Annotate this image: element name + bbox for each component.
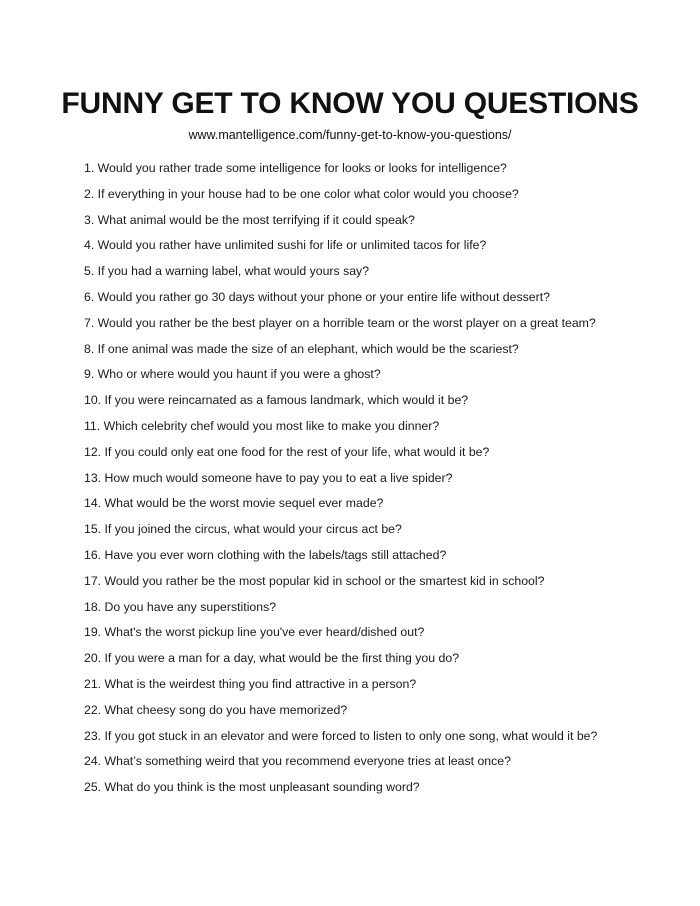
question-item: 12. If you could only eat one food for the rest of your life, what would it be?	[84, 444, 490, 459]
question-item: 19. What's the worst pickup line you've ever heard/dished out?	[84, 625, 425, 640]
question-item: 4. Would you rather have unlimited sushi for life or unlimited tacos for life?	[84, 238, 487, 253]
question-item: 2. If everything in your house had to be one color what color would you choose?	[84, 186, 519, 201]
question-item: 18. Do you have any superstitions?	[84, 599, 277, 614]
question-item: 20. If you were a man for a day, what would be the first thing you do?	[84, 651, 460, 666]
question-item: 7. Would you rather be the best player on a horrible team or the worst player on a great team?	[84, 315, 596, 330]
question-item: 15. If you joined the circus, what would your circus act be?	[84, 522, 402, 537]
question-item: 9. Who or where would you haunt if you were a ghost?	[84, 367, 381, 382]
question-list	[84, 160, 684, 805]
question-item: 24. What’s something weird that you recommend everyone tries at least once?	[84, 754, 511, 769]
question-item: 11. Which celebrity chef would you most like to make you dinner?	[84, 418, 440, 433]
question-item: 5. If you had a warning label, what would yours say?	[84, 264, 370, 279]
question-item: 17. Would you rather be the most popular kid in school or the smartest kid in school?	[84, 573, 545, 588]
question-item: 1. Would you rather trade some intelligence for looks or looks for intelligence?	[84, 161, 507, 175]
question-item: 25. What do you think is the most unpleasant sounding word?	[84, 780, 420, 795]
question-item: 3. What animal would be the most terrifying if it could speak?	[84, 212, 415, 227]
question-item: 21. What is the weirdest thing you find attractive in a person?	[84, 676, 417, 691]
question-item: 22. What cheesy song do you have memorized?	[84, 702, 348, 717]
question-item: 14. What would be the worst movie sequel ever made?	[84, 496, 384, 511]
question-item: 10. If you were reincarnated as a famous landmark, which would it be?	[84, 393, 469, 408]
source-url: www.mantelligence.com/funny-get-to-know-you-questions/	[188, 128, 512, 142]
question-item: 16. Have you ever worn clothing with the labels/tags still attached?	[84, 547, 447, 562]
question-item: 6. Would you rather go 30 days without your phone or your entire life without dessert?	[84, 289, 550, 304]
page-title: FUNNY GET TO KNOW YOU QUESTIONS	[61, 87, 639, 120]
question-item: 23. If you got stuck in an elevator and were forced to listen to only one song, what would it be?	[84, 728, 598, 743]
question-item: 8. If one animal was made the size of an elephant, which would be the scariest?	[84, 341, 519, 356]
question-item: 13. How much would someone have to pay you to eat a live spider?	[84, 470, 453, 485]
